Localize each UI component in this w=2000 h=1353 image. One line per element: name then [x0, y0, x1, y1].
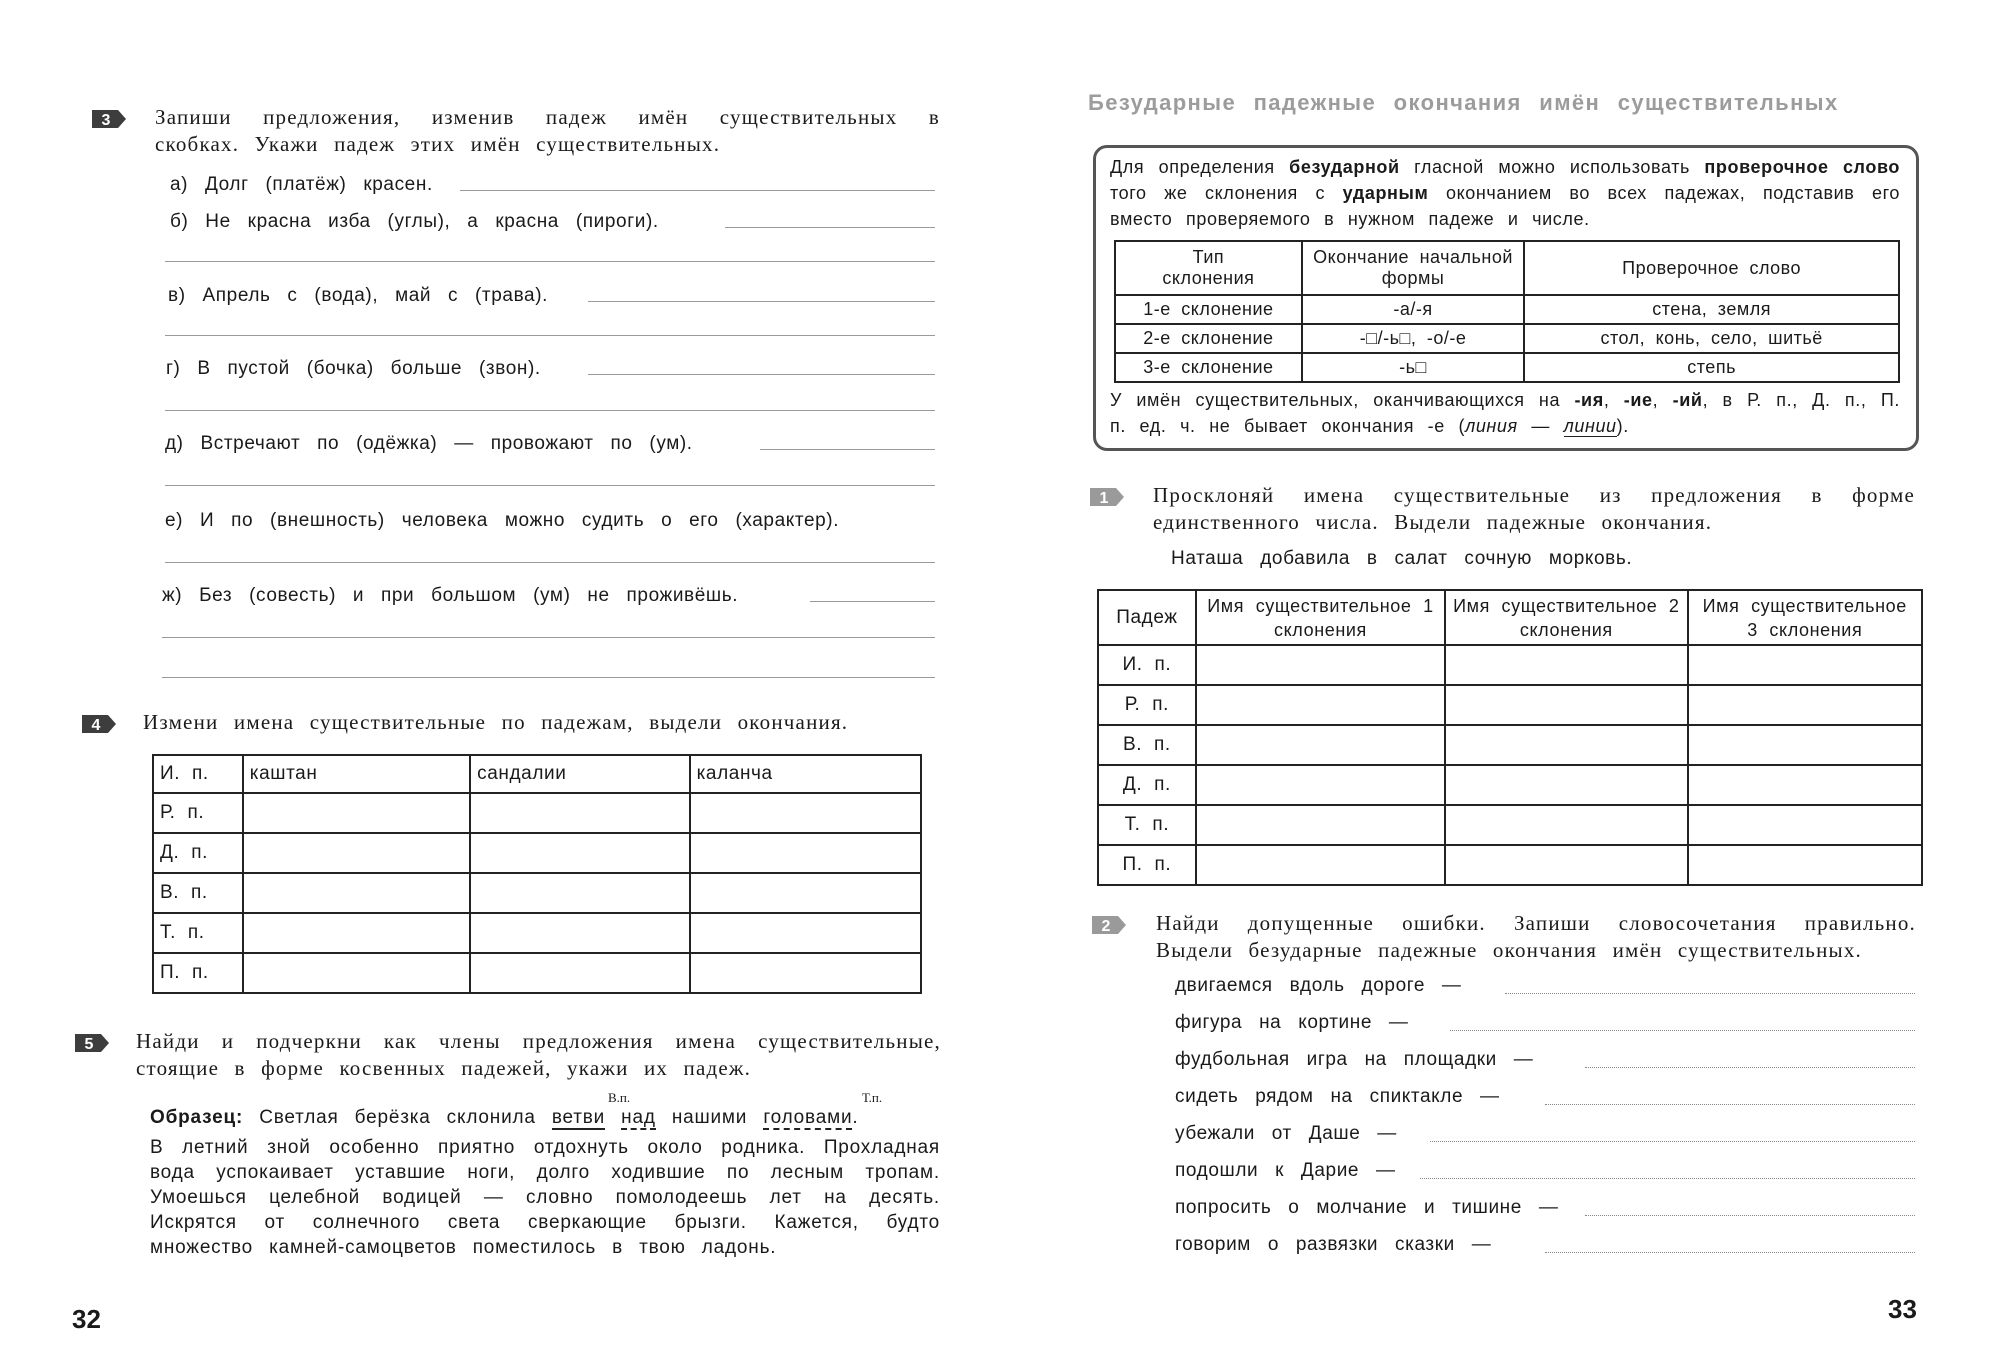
answer-cell[interactable]	[470, 953, 689, 993]
answer-cell[interactable]	[1445, 845, 1687, 885]
task-5-instruction: Найди и подчеркни как члены предложения имена существительные, стоящие в форме косвенных падежей, укажи их падеж.	[136, 1029, 941, 1080]
table-cell: 2-е склонение	[1115, 324, 1302, 353]
answer-line[interactable]	[810, 601, 935, 602]
sample-word: головами	[763, 1107, 853, 1128]
answer-cell[interactable]	[1445, 765, 1687, 805]
task-5-text: В летний зной особенно приятно отдохнуть около родника. Прохладная вода успокаивает уставшие ноги, долго ходившие по лесным тропам. Умоешься целебной водицей — словно помолодеешь лет на десять. Искрятся от солнечного света сверкающие брызги. Кажется, будто множество камней-самоцветов поместилось в твою ладонь.	[150, 1137, 940, 1258]
answer-cell[interactable]	[1196, 765, 1445, 805]
answer-line[interactable]	[1430, 1140, 1915, 1142]
task-2-instruction: Найди допущенные ошибки. Запиши словосочетания правильно. Выдели безударные падежные окончания имён существительных.	[1156, 911, 1916, 962]
task-1-sentence: Наташа добавила в салат сочную морковь.	[1171, 548, 1633, 569]
table-cell: степь	[1524, 353, 1899, 382]
sample-text: нашими	[671, 1107, 748, 1128]
task-2-item: сидеть рядом на спиктакле —	[1175, 1086, 1500, 1107]
answer-cell[interactable]	[243, 873, 470, 913]
answer-line[interactable]	[1545, 1251, 1915, 1253]
svg-text:2: 2	[1101, 918, 1111, 935]
answer-line[interactable]	[165, 485, 935, 486]
table-header: Имя существительное 3 склонения	[1688, 590, 1922, 645]
answer-line[interactable]	[588, 374, 935, 375]
sample-text: Светлая берёзка склонила	[259, 1107, 536, 1128]
svg-text:5: 5	[84, 1036, 94, 1053]
task-number-icon	[75, 1032, 111, 1054]
answer-line[interactable]	[760, 449, 935, 450]
table-header: Имя существительное 1 склонения	[1196, 590, 1445, 645]
table-header: Падеж	[1098, 590, 1196, 645]
page-number-right: 33	[1888, 1294, 1917, 1324]
case-label: П. п.	[153, 953, 243, 993]
svg-text:4: 4	[91, 717, 101, 734]
answer-cell[interactable]	[1688, 725, 1922, 765]
case-label: П. п.	[1098, 845, 1196, 885]
answer-line[interactable]	[1585, 1066, 1915, 1068]
answer-line[interactable]	[1585, 1214, 1915, 1216]
table-cell: 1-е склонение	[1115, 295, 1302, 324]
answer-line[interactable]	[165, 410, 935, 411]
answer-line[interactable]	[460, 190, 935, 191]
sample-word: ветви	[551, 1107, 606, 1128]
answer-cell[interactable]	[690, 833, 921, 873]
task-2-item: подошли к Дарие —	[1175, 1160, 1396, 1181]
task-4-instruction: Измени имена существительные по падежам, выдели окончания.	[143, 710, 849, 734]
answer-cell[interactable]	[1688, 685, 1922, 725]
sample-word: над	[621, 1107, 656, 1128]
sample-case-mark-2: Т.п.	[862, 1090, 883, 1105]
task-3-badge	[92, 108, 126, 130]
task-3-item-f: е) И по (внешность) человека можно судить о его (характер).	[165, 510, 840, 531]
rule-box	[1093, 145, 1919, 451]
answer-cell[interactable]	[1445, 805, 1687, 845]
task-1-table	[1097, 589, 1923, 886]
answer-line[interactable]	[165, 261, 935, 262]
answer-cell[interactable]	[1196, 645, 1445, 685]
answer-cell[interactable]	[470, 833, 689, 873]
answer-cell[interactable]	[1196, 805, 1445, 845]
sample-line: Образец: Светлая берёзка склонила ветви над нашими головами.	[150, 1107, 859, 1128]
answer-line[interactable]	[162, 637, 935, 638]
task-2-item: попросить о молчание и тишине —	[1175, 1197, 1559, 1218]
task-3-item-g: ж) Без (совесть) и при большом (ум) не проживёшь.	[162, 585, 739, 606]
case-label: Т. п.	[1098, 805, 1196, 845]
case-label: Д. п.	[153, 833, 243, 873]
answer-cell[interactable]	[243, 913, 470, 953]
table-cell: стена, земля	[1524, 295, 1899, 324]
task-3-item-d: г) В пустой (бочка) больше (звон).	[166, 358, 541, 379]
table-header: Тип склонения	[1115, 241, 1302, 295]
answer-line[interactable]	[165, 335, 935, 336]
table-cell: -ь□	[1302, 353, 1524, 382]
table-header: Имя существительное 2 склонения	[1445, 590, 1687, 645]
task-2-item: говорим о развязки сказки —	[1175, 1234, 1492, 1255]
answer-cell[interactable]	[1445, 685, 1687, 725]
task-3-item-b: б) Не красна изба (углы), а красна (пироги).	[170, 211, 659, 232]
case-label: Т. п.	[153, 913, 243, 953]
task-2-badge	[1092, 914, 1126, 936]
right-page	[1000, 0, 2000, 1353]
table-header: Проверочное слово	[1524, 241, 1899, 295]
declension-table	[1114, 240, 1900, 383]
case-label: В. п.	[153, 873, 243, 913]
answer-cell[interactable]	[690, 913, 921, 953]
page-number-left: 32	[72, 1304, 101, 1334]
answer-cell[interactable]	[243, 793, 470, 833]
answer-line[interactable]	[162, 677, 935, 678]
task-2-item: фигура на кортине —	[1175, 1012, 1409, 1033]
task-2-item: убежали от Даше —	[1175, 1123, 1397, 1144]
noun-cell[interactable]: каштан	[243, 755, 470, 793]
answer-line[interactable]	[1450, 1029, 1915, 1031]
answer-cell[interactable]	[1196, 725, 1445, 765]
section-heading: Безударные падежные окончания имён существительных	[1088, 90, 1839, 115]
task-1-badge	[1090, 486, 1124, 508]
answer-cell[interactable]	[690, 793, 921, 833]
answer-cell[interactable]	[1688, 805, 1922, 845]
case-label: Р. п.	[153, 793, 243, 833]
answer-cell[interactable]	[1445, 645, 1687, 685]
answer-cell[interactable]	[1196, 685, 1445, 725]
task-3-item-a: а) Долг (платёж) красен.	[170, 174, 433, 195]
task-number-icon	[1092, 914, 1128, 936]
answer-line[interactable]	[1505, 992, 1915, 994]
svg-text:1: 1	[1099, 490, 1109, 507]
answer-cell[interactable]	[1445, 725, 1687, 765]
answer-cell[interactable]	[243, 953, 470, 993]
table-cell: стол, конь, село, шитьё	[1524, 324, 1899, 353]
answer-cell[interactable]	[470, 913, 689, 953]
svg-text:3: 3	[101, 112, 111, 129]
task-3-item-e: д) Встречают по (одёжка) — провожают по (ум).	[165, 433, 693, 454]
case-label: Д. п.	[1098, 765, 1196, 805]
table-cell: 3-е склонение	[1115, 353, 1302, 382]
answer-cell[interactable]	[470, 793, 689, 833]
answer-line[interactable]	[1420, 1177, 1915, 1179]
table-cell: -а/-я	[1302, 295, 1524, 324]
answer-cell[interactable]	[470, 873, 689, 913]
task-3-item-c: в) Апрель с (вода), май с (трава).	[168, 285, 549, 306]
noun-cell[interactable]: сандалии	[470, 755, 689, 793]
answer-cell[interactable]	[1688, 645, 1922, 685]
sample-label: Образец:	[150, 1107, 244, 1128]
task-number-icon	[82, 713, 118, 735]
sample-case-mark-1: В.п.	[608, 1090, 631, 1105]
case-label: Р. п.	[1098, 685, 1196, 725]
case-label: В. п.	[1098, 725, 1196, 765]
answer-line[interactable]	[165, 562, 935, 563]
answer-cell[interactable]	[1688, 845, 1922, 885]
answer-cell[interactable]	[690, 873, 921, 913]
table-cell: -□/-ь□, -о/-е	[1302, 324, 1524, 353]
task-3-instruction: Запиши предложения, изменив падеж имён существительных в скобках. Укажи падеж этих имён существительных.	[155, 105, 940, 156]
rule-paragraph-2: У имён существительных, оканчивающихся на -ия, -ие, -ий, в Р. п., Д. п., П. п. ед. ч. не бывает окончания -е (линия — линии).	[1110, 390, 1900, 436]
noun-cell[interactable]: каланча	[690, 755, 921, 793]
answer-line[interactable]	[588, 301, 935, 302]
answer-line[interactable]	[725, 227, 935, 228]
task-2-item: фудбольная игра на площадки —	[1175, 1049, 1534, 1070]
answer-cell[interactable]	[243, 833, 470, 873]
task-5-badge	[75, 1032, 109, 1054]
task-4-table	[152, 754, 922, 994]
answer-cell[interactable]	[1196, 845, 1445, 885]
task-4-badge	[82, 713, 116, 735]
answer-cell[interactable]	[1688, 765, 1922, 805]
case-label: И. п.	[153, 755, 243, 793]
table-header: Окончание начальной формы	[1302, 241, 1524, 295]
task-number-icon	[92, 108, 128, 130]
task-2-item: двигаемся вдоль дороге —	[1175, 975, 1462, 996]
rule-paragraph-1: Для определения безударной гласной можно использовать проверочное слово того же склонения с ударным окончанием во всех падежах, подставив его вместо проверяемого в нужном падеже и числе.	[1110, 157, 1900, 229]
case-label: И. п.	[1098, 645, 1196, 685]
answer-cell[interactable]	[690, 953, 921, 993]
task-1-instruction: Просклоняй имена существительные из предложения в форме единственного числа. Выдели падежные окончания.	[1153, 483, 1915, 534]
task-number-icon	[1090, 486, 1126, 508]
answer-line[interactable]	[1545, 1103, 1915, 1105]
